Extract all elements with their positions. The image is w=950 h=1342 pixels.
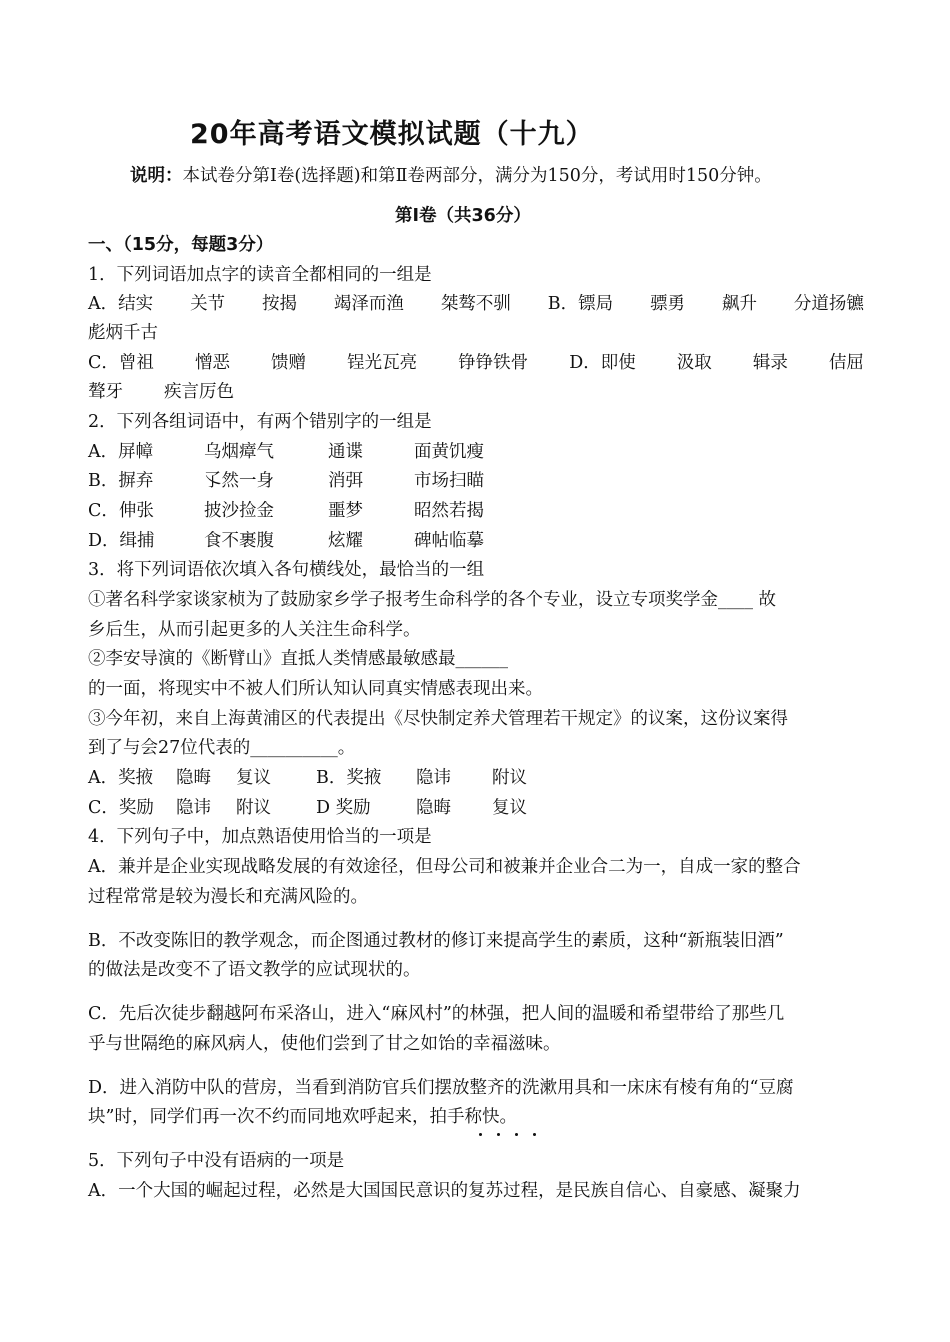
q2-word: 市场扫瞄	[414, 471, 484, 491]
instructions-label: 说明：	[130, 166, 183, 186]
q2-stem: 2．下列各组词语中，有两个错别字的一组是	[88, 412, 432, 432]
q2-word: 孓然一身	[204, 471, 274, 491]
q2-word: 消弭	[328, 471, 363, 491]
q3-option-word: 隐晦	[176, 768, 211, 788]
q1-option-item: A．结实	[88, 294, 154, 314]
q3-option-word: 隐晦	[416, 798, 451, 818]
q1-option-item: 辑录	[752, 353, 788, 373]
q3-option-word: A．奖掖	[88, 768, 154, 788]
q1-option-item: 聱牙	[88, 382, 123, 402]
q4-option-d: D．进入消防中队的营房，当看到消防官兵们摆放整齐的洗漱用具和一床床有棱有角的“豆腐	[88, 1078, 794, 1098]
q1-option-item: 馈赠	[271, 353, 307, 373]
q2-word: 披沙捡金	[204, 501, 274, 521]
q3-option-word: 附议	[492, 768, 527, 788]
q2-word: 炫耀	[328, 531, 363, 551]
q2-word: 昭然若揭	[414, 501, 484, 521]
q5-option-a: A．一个大国的崛起过程，必然是大国国民意识的复苏过程，是民族自信心、自豪感、凝聚力	[88, 1181, 801, 1201]
q3-option-word: C．奖励	[88, 798, 154, 818]
q2-option-d	[88, 530, 484, 552]
exam-instructions	[130, 165, 772, 187]
q3-sentence-3-cont: 到了与会27位代表的__________。	[88, 738, 356, 758]
q2-option-label: A．屏幛	[88, 442, 154, 462]
q1-stem: 1．下列词语加点字的读音全都相同的一组是	[88, 265, 432, 285]
page-title: 20年高考语文模拟试题（十九）	[190, 119, 594, 150]
emphasis-dot	[479, 1133, 482, 1136]
q2-word: 乌烟瘴气	[204, 442, 274, 462]
q3-option-word: 复议	[492, 798, 527, 818]
q3-options-cd	[88, 797, 527, 819]
q3-sentence-2-cont: 的一面，将现实中不被人们所认知认同真实情感表现出来。	[88, 679, 543, 699]
q2-option-label: D．缉捕	[88, 531, 155, 551]
q1-option-item: 铮铮铁骨	[458, 353, 529, 373]
q3-sentence-1: ①著名科学家谈家桢为了鼓励家乡学子报考生命科学的各个专业，设立专项奖学金____ 故	[88, 590, 777, 610]
emphasis-dot	[515, 1133, 518, 1136]
q2-word: 面黄饥瘦	[414, 442, 484, 462]
q4-option-b: B．不改变陈旧的教学观念，而企图通过教材的修订来提高学生的素质，这种“新瓶装旧酒”	[88, 931, 784, 951]
q3-option-word: 复议	[236, 768, 271, 788]
q3-option-word: 附议	[236, 798, 271, 818]
q1-option-item: 骠勇	[650, 294, 686, 314]
q1-option-item: 分道扬镳	[793, 294, 864, 314]
q1-row2-continued	[88, 381, 234, 403]
q4-option-d-cont: 块”时，同学们再一次不约而同地欢呼起来，拍手称快。	[88, 1107, 517, 1127]
q1-options-row2	[88, 352, 864, 374]
q1-option-item: 按揭	[261, 294, 297, 314]
q1-option-item: 关节	[190, 294, 226, 314]
q2-word: 噩梦	[328, 501, 363, 521]
q1-option-item: 汲取	[676, 353, 712, 373]
q1-option-item: 疾言厉色	[164, 382, 234, 402]
q3-stem: 3．将下列词语依次填入各句横线处，最恰当的一组	[88, 560, 485, 580]
q3-option-word: B．奖掖	[316, 768, 382, 788]
q1-option-item: 飙升	[721, 294, 757, 314]
q1-options-row1	[88, 293, 864, 315]
part1-heading: 第Ⅰ卷（共36分）	[395, 206, 531, 226]
q3-sentence-3: ③今年初，来自上海黄浦区的代表提出《尽快制定养犬管理若干规定》的议案，这份议案得	[88, 709, 788, 729]
q4-option-c-cont: 乎与世隔绝的麻风病人，使他们尝到了甘之如饴的幸福滋味。	[88, 1034, 561, 1054]
q2-option-a	[88, 441, 484, 463]
q2-option-label: C．伸张	[88, 501, 154, 521]
instructions-text: 本试卷分第Ⅰ卷(选择题)和第Ⅱ卷两部分，满分为150分，考试用时150分钟。	[182, 166, 772, 186]
q1-option-item: C．曾祖	[88, 353, 154, 373]
q1-option-item: 憎恶	[194, 353, 230, 373]
q2-option-b	[88, 470, 484, 492]
q2-option-c	[88, 500, 484, 522]
q1-option-item: 竭泽而渔	[333, 294, 404, 314]
q3-sentence-2: ②李安导演的《断臂山》直抵人类情感最敏感最______	[88, 649, 508, 669]
q3-sentence-1-cont: 乡后生，从而引起更多的人关注生命科学。	[88, 620, 421, 640]
q1-option-item: 锃光瓦亮	[347, 353, 418, 373]
section1-heading: 一、（15分，每题3分）	[88, 235, 274, 255]
q3-option-word: 隐讳	[416, 768, 451, 788]
q4-option-c: C．先后次徒步翻越阿布采洛山，进入“麻风村”的林强，把人间的温暖和希望带给了那些几	[88, 1004, 785, 1024]
q1-option-item: B．镖局	[547, 294, 614, 314]
q1-option-item: D．即使	[569, 353, 636, 373]
q4-option-a: A．兼并是企业实现战略发展的有效途径，但母公司和被兼并企业合二为一，自成一家的整合	[88, 857, 801, 877]
q2-word: 碑帖临摹	[414, 531, 484, 551]
q3-option-word: 隐讳	[176, 798, 211, 818]
q1-option-item: 佶屈	[828, 353, 864, 373]
q5-stem: 5．下列句子中没有语病的一项是	[88, 1151, 345, 1171]
q3-option-word: D 奖励	[316, 798, 371, 818]
q2-word: 通谍	[328, 442, 363, 462]
q1-row1-continued: 彪炳千古	[88, 323, 158, 343]
q3-options-ab	[88, 767, 527, 789]
q1-option-item: 桀骜不驯	[440, 294, 511, 314]
q2-option-label: B．摒弃	[88, 471, 154, 491]
q4-stem: 4．下列句子中，加点熟语使用恰当的一项是	[88, 827, 432, 847]
emphasis-dot	[497, 1133, 500, 1136]
q2-word: 食不裹腹	[204, 531, 274, 551]
q4-option-b-cont: 的做法是改变不了语文教学的应试现状的。	[88, 960, 421, 980]
q4-option-a-cont: 过程常常是较为漫长和充满风险的。	[88, 887, 368, 907]
emphasis-dot	[533, 1133, 536, 1136]
